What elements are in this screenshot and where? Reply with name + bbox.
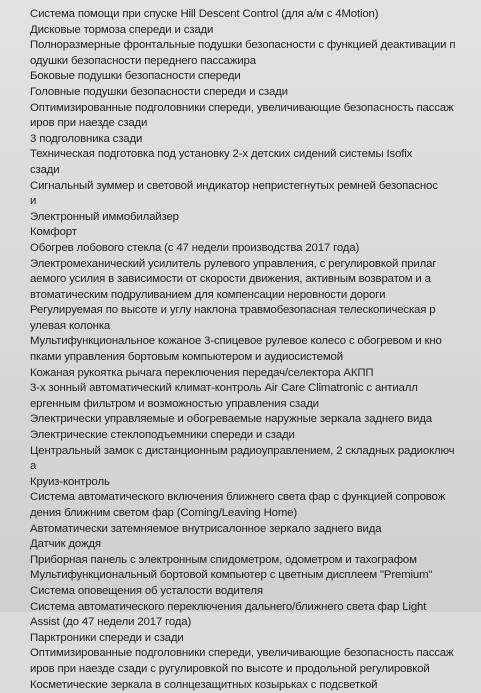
text-line: Сигнальный зуммер и световой индикатор непристегнутых ремней безопаснос [30, 179, 438, 192]
text-line: Мультифункциональное кожаное 3-спицевое рулевое колесо с обогревом и кно [30, 335, 442, 348]
text-line: и [30, 195, 37, 208]
section-heading: Комфорт [30, 226, 77, 239]
text-line: Боковые подушки безопасности спереди [30, 70, 241, 83]
text-line: Система автоматического переключения дальнего/ближнего света фар Light [30, 600, 427, 613]
text-line: Парктроники спереди и сзади [30, 631, 184, 644]
text-line: Автоматически затемняемое внутрисалонное зеркало заднего вида [30, 522, 382, 535]
text-line: Датчик дождя [30, 538, 101, 551]
text-line: 3-х зонный автоматический климат-контроль Air Care Climatronic с антиалл [30, 382, 418, 395]
text-line: Электрические стеклоподъемники спереди и сзади [30, 429, 295, 442]
text-line: Техническая подготовка под установку 2-х детских сидений системы Isofix [30, 148, 413, 161]
text-line: Мультифункциональный бортовой компьютер с цветным дисплеем "Premium" [30, 569, 433, 582]
text-line: дения ближним светом фар (Coming/Leaving Home) [30, 507, 298, 519]
text-line: Система автоматического включения ближнего света фар с функцией сопровож [30, 491, 446, 504]
text-line: Обогрев лобового стекла (с 47 недели производства 2017 года) [30, 241, 360, 254]
text-line: Оптимизированные подголовники спереди, увеличивающие безопасность пассаж [30, 101, 454, 114]
text-line: одушки безопасности переднего пассажира [30, 54, 256, 67]
text-line: Дисковые тормоза спереди и сзади [30, 23, 214, 36]
text-line: 3 подголовника сзади [30, 132, 143, 145]
text-line: Регулируемая по высоте и углу наклона травмобезопасная телескопическая р [30, 304, 436, 317]
text-line: пками управления бортовым компьютером и аудиосистемой [30, 351, 343, 364]
text-line: иров при наезде сзади с ругулировкой по высоте и продольной регулировкой [30, 662, 430, 675]
text-line: Круиз-контроль [30, 475, 110, 488]
text-line: Система оповещения об усталости водителя [30, 584, 263, 597]
text-line: Электромеханический усилитель рулевого управления, с регулировкой прилаг [30, 257, 437, 270]
text-line: Электронный иммобилайзер [30, 210, 179, 223]
text-line: Кожаная рукоятка рычага переключения передач/селектора АКПП [30, 366, 374, 379]
text-line: сзади [30, 163, 60, 176]
text-line: иров при наезде сзади [30, 117, 148, 130]
text-line: ергенным фильтром и возможностью управления сзади [30, 397, 319, 410]
text-line: Косметические зеркала в солнцезащитных козырьках с подсветкой [30, 678, 378, 691]
text-line: Электрически управляемые и обогреваемые наружные зеркала заднего вида [30, 413, 432, 426]
text-line: Оптимизированные подголовники спереди, увеличивающие безопасность пассаж [30, 647, 454, 660]
text-line: улевая колонка [30, 319, 111, 332]
text-line: Полноразмерные фронтальные подушки безопасности с функцией деактивации п [30, 39, 456, 52]
text-line: аемого усилия в зависимости от скорости движения, активным возвратом и а [30, 273, 431, 286]
text-line: Система помощи при спуске Hill Descent Control (для а/м с 4Motion) [30, 8, 379, 20]
text-line: втоматическим подруливанием для компенсации неровности дороги [30, 288, 386, 301]
text-line: Головные подушки безопасности спереди и сзади [30, 85, 288, 98]
text-line: Приборная панель с электронным спидометром, одометром и тахографом [30, 553, 417, 566]
text-line: а [30, 460, 37, 473]
text-line: Assist (до 47 недели 2017 года) [30, 616, 192, 629]
text-line: Центральный замок с дистанционным радиоуправлением, 2 складных радиоключ [30, 444, 455, 457]
